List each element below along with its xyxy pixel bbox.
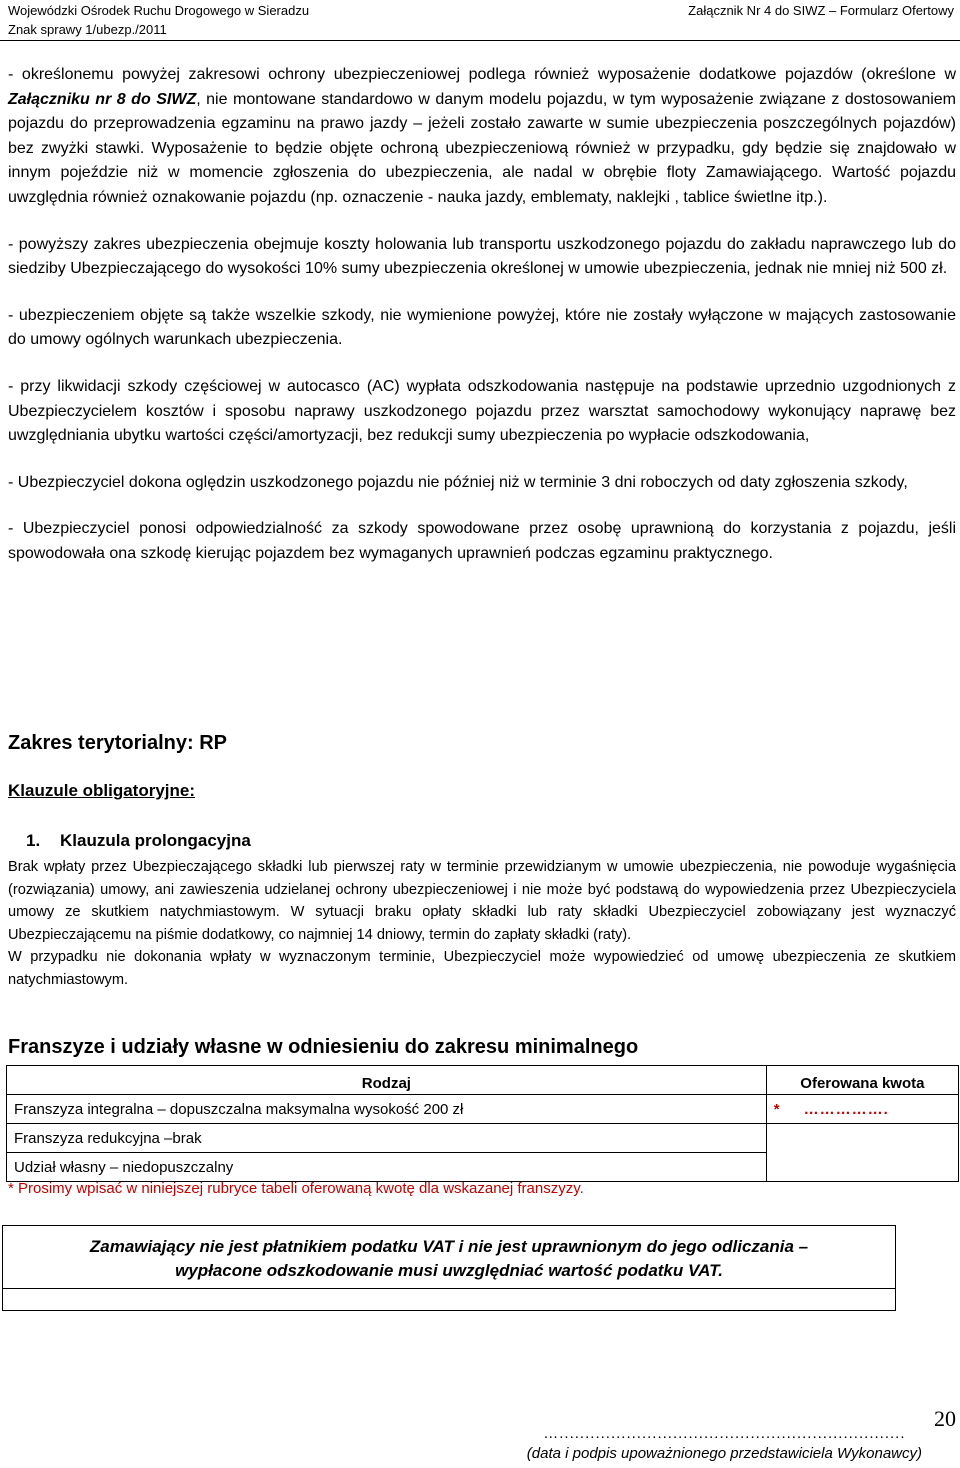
territorial-scope-heading: Zakres terytorialny: RP — [8, 732, 227, 754]
column-header-type: Rodzaj — [7, 1066, 767, 1095]
vat-notice-box — [2, 1225, 896, 1311]
clause-title: Klauzula prolongacyjna — [60, 831, 251, 850]
row-type-cell: Franszyza integralna – dopuszczalna maksymalna wysokość 200 zł — [7, 1095, 767, 1124]
signature-line: …................................................................... — [543, 1425, 906, 1442]
row-type-cell: Franszyza redukcyjna –brak — [7, 1124, 767, 1153]
clause-1-body — [8, 856, 956, 992]
paragraph-liability: - Ubezpieczyciel ponosi odpowiedzialność za szkody spowodowane przez osobę uprawnioną do korzystania z pojazdu, jeśli spowodowała ona szkodę kierując pojazdem bez wymaganych uprawnień podczas egzaminu praktycznego. — [8, 520, 956, 562]
header-case-number: Znak sprawy 1/ubezp./2011 — [8, 22, 167, 37]
signature-block — [527, 1424, 922, 1464]
paragraph-partial-damage: - przy likwidacji szkody częściowej w autocasco (AC) wypłata odszkodowania następuje na podstawie uprzednio uzgodnionych z Ubezpieczycielem kosztów i sposobu naprawy uszkodzonego pojazdu przez warsztat samochodowy wykonujący naprawę bez uwzględniania ubytku wartości części/amortyzacji, bez redukcji sumy ubezpieczenia po wypłacie odszkodowania, — [8, 377, 956, 445]
mandatory-clauses-heading: Klauzule obligatoryjne: — [8, 781, 196, 800]
paragraph-other-damage: - ubezpieczeniem objęte są także wszelkie szkody, nie wymienione powyżej, które nie zostały wyłączone w mających zastosowanie do umowy ogólnych warunkach ubezpieczenia. — [8, 306, 956, 349]
paragraph-inspection: - Ubezpieczyciel dokona oględzin uszkodzonego pojazdu nie później niż w terminie 3 dni roboczych od daty zgłoszenia szkody, — [8, 473, 908, 491]
table-row — [7, 1095, 959, 1124]
table-header-row — [7, 1066, 959, 1095]
vat-notice-line-2: wypłacone odszkodowanie musi uwzględniać wartość podatku VAT. — [175, 1261, 723, 1280]
clause-1-paragraph-1: Brak wpłaty przez Ubezpieczającego składki lub pierwszej raty w terminie przewidzianym w umowie ubezpieczenia, nie powoduje wygaśnięcia (rozwiązania) umowy, ani zawieszenia udzielanej ochrony ubezpieczeniowej i nie może być podstawą do wypowiedzenia przez Ubezpieczyciela umowy ze skutkiem natychmiastowym. W sytuacji braku opłaty składki lub raty składki Ubezpieczyciel zobowiązany jest wyznaczyć Ubezpieczającemu na piśmie dodatkowy, co najmniej 14 dniowy, termin do zapłaty składki (raty). — [8, 859, 956, 943]
clause-1-heading — [26, 831, 251, 851]
header-divider — [0, 40, 960, 41]
amount-input-cell[interactable] — [766, 1095, 958, 1124]
row-type-cell: Udział własny – niedopuszczalny — [7, 1153, 767, 1182]
vat-notice-inner — [3, 1226, 895, 1289]
table-row — [7, 1153, 959, 1182]
deductibles-table — [6, 1065, 959, 1182]
paragraph-equipment: - określonemu powyżej zakresowi ochrony ubezpieczeniowej podlega również wyposażenie dodatkowe pojazdów (określone w Załączniku nr 8 do SIWZ, nie montowane standardowo w danym modelu pojazdu, w tym wyposażenie związane z dostosowaniem pojazdu do przeprowadzenia egzaminu na prawo jazdy – jeżeli zostało zawarte w sumie ubezpieczenia poszczególnych pojazdów) bez zwyżki stawki. Wyposażenie to będzie objęte ochroną ubezpieczeniową również w przypadku, gdy będzie się znajdowało w innym pojeździe niż w momencie zgłoszenia do ubezpieczenia, ale nadal w obrębie floty Zamawiającego. Wartość pojazdu uwzględnia również oznakowanie pojazdu (np. oznaczenie - nauka jazdy, emblematy, naklejki , tablice świetlne itp.). — [8, 66, 956, 206]
header-institution: Wojewódzki Ośrodek Ruchu Drogowego w Sieradzu — [8, 3, 310, 18]
amount-placeholder-dots: ……………. — [803, 1100, 889, 1118]
asterisk-marker: * — [773, 1100, 780, 1118]
deductible-note: * Prosimy wpisać w niniejszej rubryce tabeli oferowaną kwotę dla wskazanej franszyzy. — [8, 1180, 584, 1197]
signature-caption: (data i podpis upoważnionego przedstawiciela Wykonawcy) — [526, 1445, 922, 1462]
column-header-amount: Oferowana kwota — [766, 1066, 958, 1095]
clause-number: 1. — [26, 831, 41, 850]
amount-cell-empty — [766, 1153, 958, 1182]
page-number: 20 — [934, 1406, 956, 1431]
paragraph-towing: - powyższy zakres ubezpieczenia obejmuje koszty holowania lub transportu uszkodzonego pojazdu do zakładu naprawczego lub do siedziby Ubezpieczającego do wysokości 10% sumy ubezpieczenia określonej w umowie ubezpieczenia, jednak nie mniej niż 500 zł. — [8, 235, 956, 278]
attachment-reference: Załączniku nr 8 do SIWZ — [8, 90, 197, 108]
deductibles-heading: Franszyze i udziały własne w odniesieniu do zakresu minimalnego — [8, 1036, 639, 1058]
amount-cell-empty — [766, 1124, 958, 1153]
vat-notice-line-1: Zamawiający nie jest płatnikiem podatku VAT i nie jest uprawnionym do jego odliczania – — [89, 1237, 809, 1256]
header-attachment-title: Załącznik Nr 4 do SIWZ – Formularz Ofertowy — [688, 3, 954, 18]
table-row — [7, 1124, 959, 1153]
clause-1-paragraph-2: W przypadku nie dokonania wpłaty w wyznaczonym terminie, Ubezpieczyciel może wypowiedzieć od umowę ubezpieczenia ze skutkiem natychmiastowym. — [8, 949, 956, 988]
page-header — [0, 0, 960, 40]
document-body — [8, 63, 956, 567]
